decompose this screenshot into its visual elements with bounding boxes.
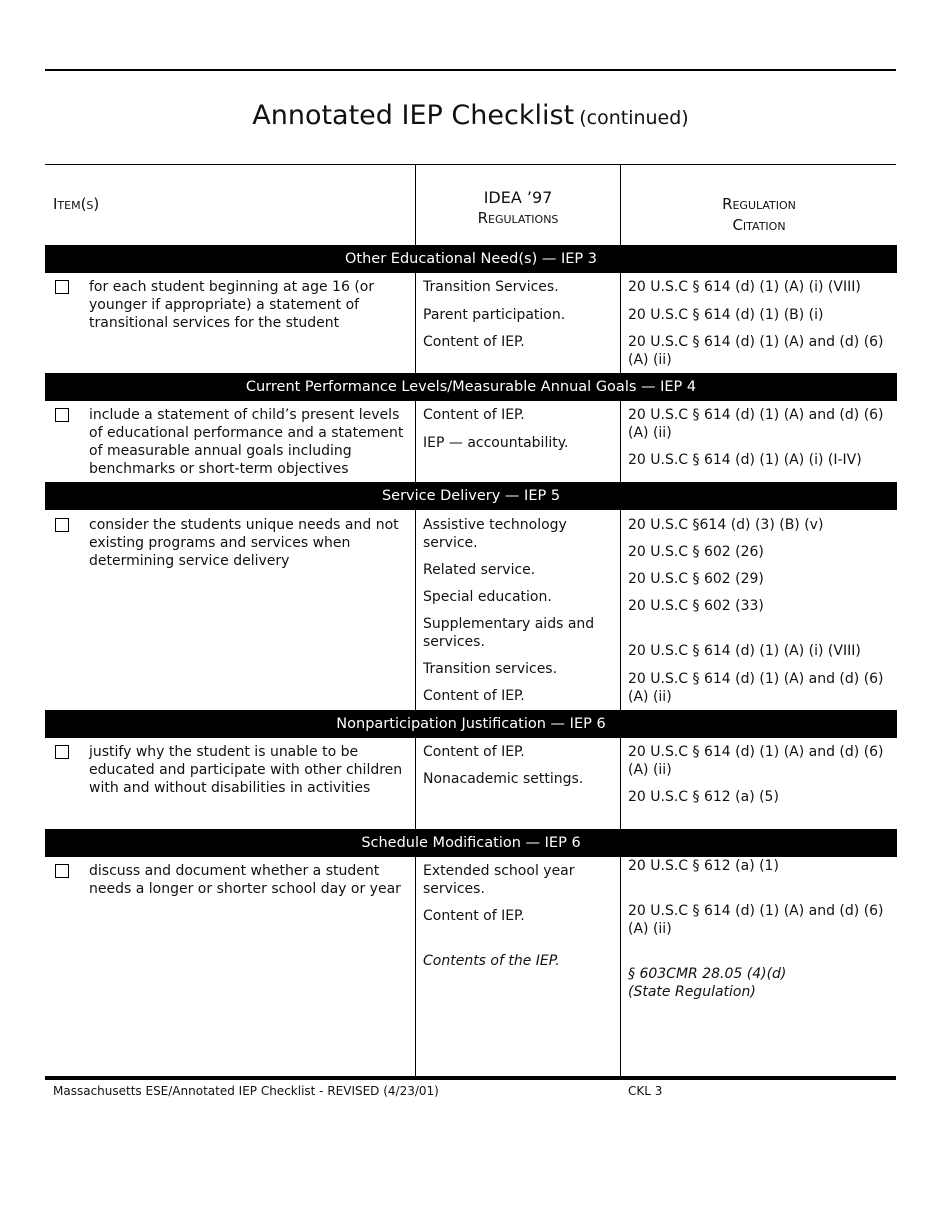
regulation-text: IEP — accountability. [423,435,569,451]
citation-text: 20 U.S.C § 602 (26) [628,544,764,560]
top-rule [45,69,896,71]
section-header [45,829,897,857]
section-title: Nonparticipation Justification — IEP 6 [336,716,606,732]
section-header [45,710,897,738]
citation-text: § 603CMR 28.05 (4)(d) [628,966,787,982]
citation-text: 20 U.S.C §614 (d) (3) (B) (v) [628,517,824,533]
item-checkbox[interactable] [55,280,69,294]
col-header-items [53,194,99,215]
col-header-citation-line1: Regulation [722,195,796,213]
section-title: Service Delivery — IEP 5 [381,488,561,504]
item-text: discuss and document whether a student needs a longer or shorter school day or year [89,863,401,897]
title-main: Annotated IEP Checklist [252,100,575,131]
col-header-items-label: Item(s) [53,195,100,213]
regulation-text: Related service. [423,562,536,578]
citation-text: 20 U.S.C § 614 (d) (1) (A) (i) (VIII) [628,643,861,659]
header-rule [45,164,896,165]
title-subtitle: (continued) [579,107,689,129]
section-title: Current Performance Levels/Measurable Annual Goals — IEP 4 [245,379,697,395]
item-text: include a statement of child’s present levels of educational performance and a statement of measurable annual goals including benchmarks or short-term objectives [89,407,404,477]
item-checkbox[interactable] [55,745,69,759]
item-checkbox[interactable] [55,864,69,878]
regulation-text: Extended school year services. [423,863,575,897]
item-checkbox[interactable] [55,518,69,532]
citation-text: 20 U.S.C § 612 (a) (5) [628,789,779,805]
regulation-text: Content of IEP. [423,334,525,350]
regulation-text: Transition services. [423,661,558,677]
section-header [45,373,897,401]
col-header-regulations-line1: IDEA ’97 [483,188,553,207]
citation-text: (State Regulation) [628,984,756,1000]
citation-text: 20 U.S.C § 612 (a) (1) [628,858,779,874]
column-divider-2 [620,165,621,1076]
item-text: consider the students unique needs and not existing programs and services when determining service delivery [89,517,399,569]
section-title: Schedule Modification — IEP 6 [361,835,581,851]
citation-text: 20 U.S.C § 614 (d) (1) (B) (i) [628,307,824,323]
regulation-text: Parent participation. [423,307,566,323]
page-title [45,100,896,131]
footer-right: CKL 3 [628,1084,663,1098]
citation-text: 20 U.S.C § 614 (d) (1) (A) (i) (VIII) [628,279,861,295]
regulation-text: Content of IEP. [423,744,525,760]
regulation-text: Contents of the IEP. [423,953,560,969]
citation-text: 20 U.S.C § 614 (d) (1) (A) and (d) (6) (A) (ii) [628,407,884,441]
col-header-regulations [416,187,620,229]
citation-text: 20 U.S.C § 614 (d) (1) (A) and (d) (6) (A) (ii) [628,334,884,368]
col-header-citation [621,194,897,236]
regulation-text: Assistive technology service. [423,517,567,551]
citation-text: 20 U.S.C § 614 (d) (1) (A) (i) (I-IV) [628,452,862,468]
col-header-citation-line2: Citation [732,216,786,234]
citation-text: 20 U.S.C § 614 (d) (1) (A) and (d) (6) (A) (ii) [628,671,884,705]
column-divider-1 [415,165,416,1076]
citation-text: 20 U.S.C § 614 (d) (1) (A) and (d) (6) (A) (ii) [628,903,884,937]
regulation-text: Content of IEP. [423,908,525,924]
section-title: Other Educational Need(s) — IEP 3 [345,251,597,267]
footer-left: Massachusetts ESE/Annotated IEP Checklist - REVISED (4/23/01) [53,1084,439,1098]
citation-text: 20 U.S.C § 614 (d) (1) (A) and (d) (6) (A) (ii) [628,744,884,778]
item-text: for each student beginning at age 16 (or younger if appropriate) a statement of transitional services for the student [89,279,375,331]
regulation-text: Supplementary aids and services. [423,616,595,650]
citation-text: 20 U.S.C § 602 (29) [628,571,764,587]
section-header [45,482,897,510]
regulation-text: Content of IEP. [423,688,525,704]
regulation-text: Content of IEP. [423,407,525,423]
item-checkbox[interactable] [55,408,69,422]
citation-text: 20 U.S.C § 602 (33) [628,598,764,614]
bottom-rule [45,1076,896,1080]
regulation-text: Transition Services. [423,279,559,295]
section-header [45,245,897,273]
col-header-regulations-line2: Regulations [477,209,559,227]
regulation-text: Nonacademic settings. [423,771,584,787]
item-text: justify why the student is unable to be educated and participate with other children with and without disabilities in activities [89,744,403,796]
regulation-text: Special education. [423,589,552,605]
